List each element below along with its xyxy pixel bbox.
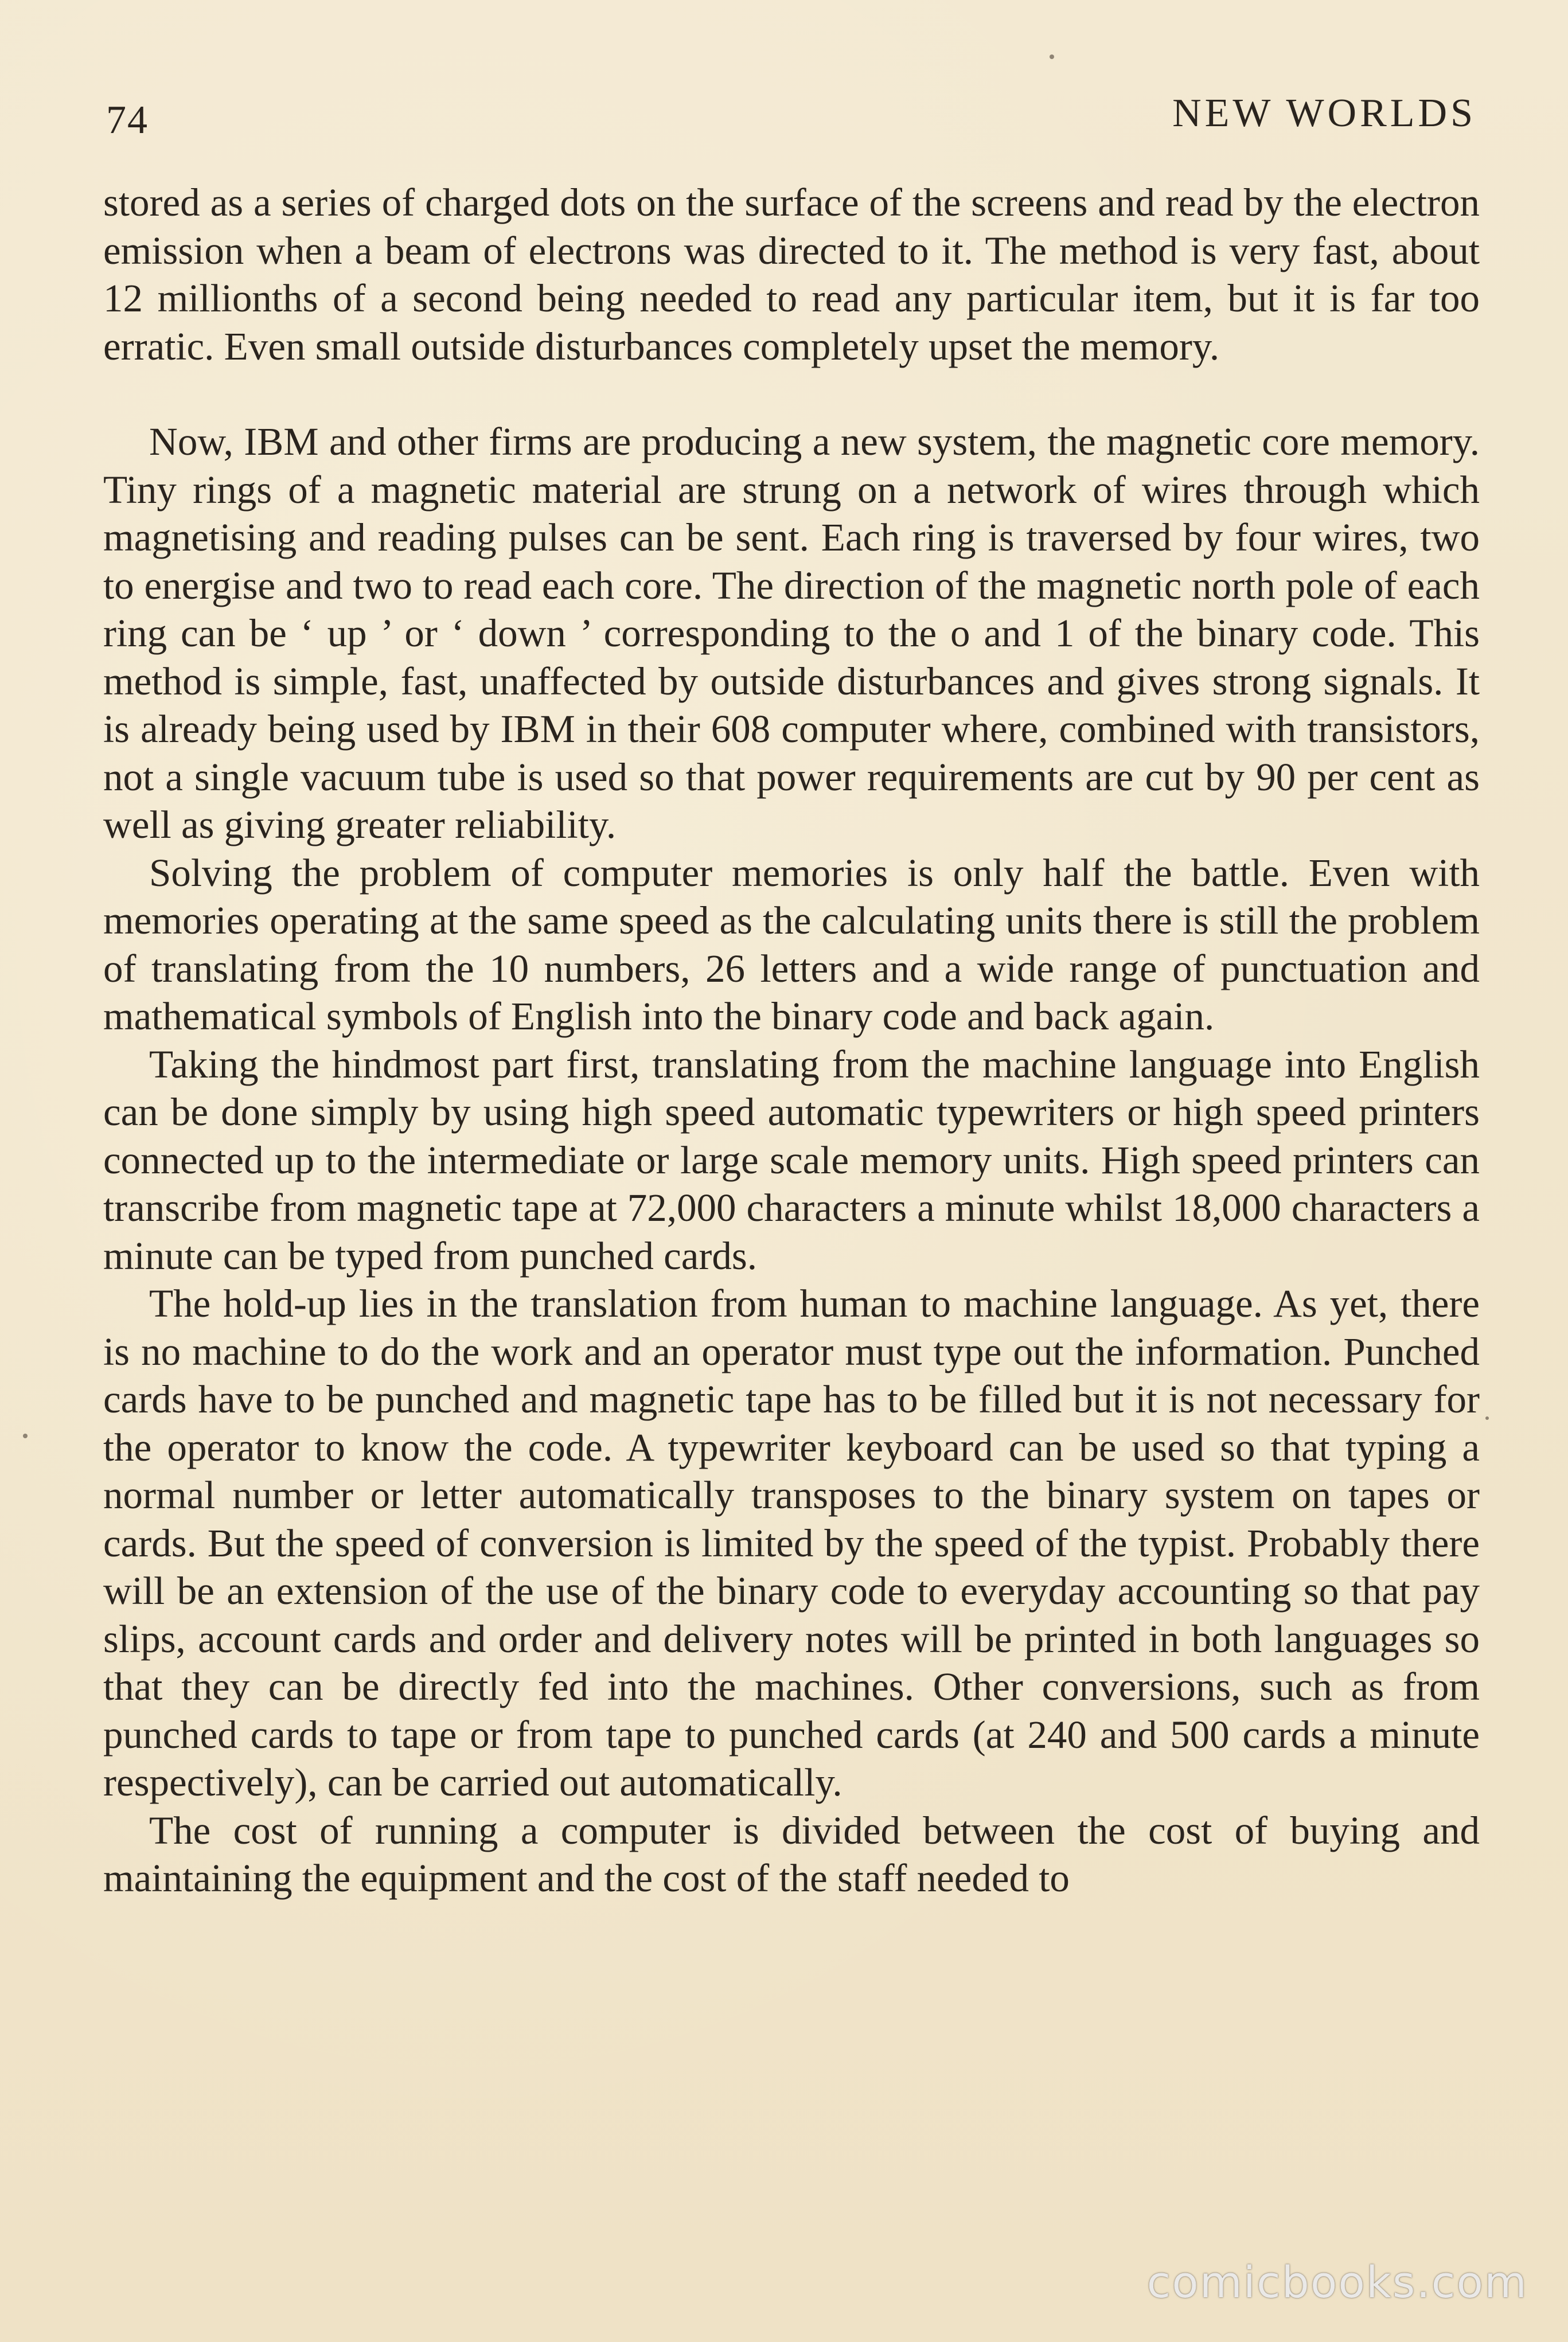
paragraph: stored as a series of charged dots on the surface of the screens and read by the electron emission when a beam of electrons was directed to it. The method is very fast, about 12 millionths of a second being needed to read any particular item, but it is far too erratic. Even small outside disturbances completely upset the memory. (103, 181, 1480, 368)
paper-speck (1485, 1416, 1489, 1420)
page-header (0, 0, 1568, 172)
paper-speck (1050, 54, 1054, 59)
paper-speck (23, 1434, 28, 1438)
running-head: NEW WORLDS (1172, 91, 1476, 135)
body-text (103, 179, 1480, 1903)
paragraph: The cost of running a computer is divided between the cost of buying and maintaining the equipment and the cost of the staff needed to (103, 1808, 1480, 1900)
paragraph: Taking the hindmost part first, translating from the machine language into English can be done simply by using high speed automatic typewriters or high speed printers connected up to the intermediate or large scale memory units. High speed printers can transcribe from magnetic tape at 72,000 characters a minute whilst 18,000 characters a minute can be typed from punched cards. (103, 1042, 1480, 1278)
paragraph: The hold-up lies in the translation from human to machine language. As yet, there is no machine to do the work and an operator must type out the information. Punched cards have to be punched and magnetic tape has to be filled but it is not necessary for the operator to know the code. A typewriter keyboard can be used so that typing a normal number or letter automatically transposes to the binary system on tapes or cards. But the speed of conversion is limited by the speed of the typist. Probably there will be an extension of the use of the binary code to everyday accounting so that pay slips, account cards and order and delivery notes will be printed in both languages so that they can be directly fed into the machines. Other conversions, such as from punched cards to tape or from tape to punched cards (at 240 and 500 cards a minute respectively), can be carried out automatically. (103, 1282, 1480, 1804)
paragraph: Now, IBM and other firms are producing a new system, the magnetic core memory. Tiny rings of a magnetic material are strung on a network of wires through which magnetising and reading pulses can be sent. Each ring is traversed by four wires, two to energise and two to read each core. The direction of the magnetic north pole of each ring can be ‘ up ’ or ‘ down ’ corresponding to the o and 1 of the binary code. This method is simple, fast, unaffected by outside disturbances and gives strong signals. It is already being used by IBM in their 608 computer where, combined with transistors, not a single vacuum tube is used so that power requirements are cut by 90 per cent as well as giving greater reliability. (103, 420, 1480, 846)
page-number: 74 (106, 98, 149, 142)
watermark: comicbooks.com (1146, 2257, 1528, 2308)
paragraph: Solving the problem of computer memories is only half the battle. Even with memories operating at the same speed as the calculating units there is still the problem of translating from the 10 numbers, 26 letters and a wide range of punctuation and mathematical symbols of English into the binary code and back again. (103, 850, 1480, 1038)
